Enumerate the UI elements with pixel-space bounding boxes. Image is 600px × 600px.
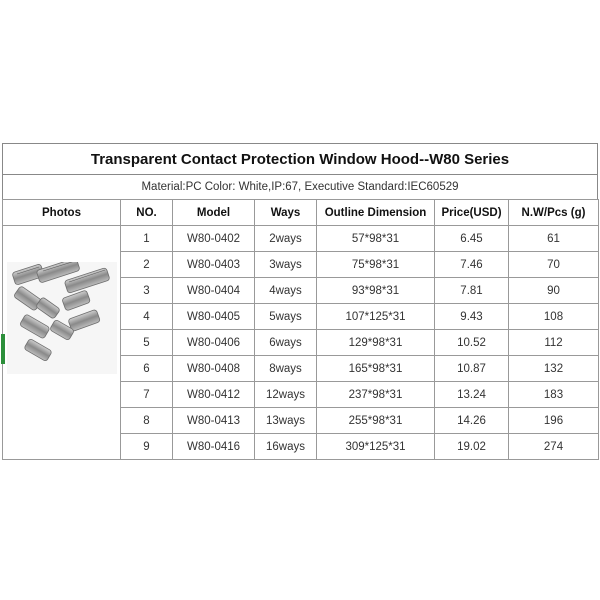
row-ways: 5ways xyxy=(255,304,317,330)
row-weight: 132 xyxy=(509,356,599,382)
header-outline-dimension: Outline Dimension xyxy=(317,200,435,226)
table-row xyxy=(3,226,599,252)
row-dimension: 57*98*31 xyxy=(317,226,435,252)
header-no: NO. xyxy=(121,200,173,226)
row-ways: 4ways xyxy=(255,278,317,304)
row-weight: 183 xyxy=(509,382,599,408)
row-model: W80-0412 xyxy=(173,382,255,408)
header-weight: N.W/Pcs (g) xyxy=(509,200,599,226)
row-dimension: 255*98*31 xyxy=(317,408,435,434)
row-dimension: 237*98*31 xyxy=(317,382,435,408)
header-ways: Ways xyxy=(255,200,317,226)
product-photo-icon xyxy=(7,262,117,374)
row-ways: 2ways xyxy=(255,226,317,252)
row-weight: 274 xyxy=(509,434,599,460)
row-no: 1 xyxy=(121,226,173,252)
header-photos: Photos xyxy=(3,200,121,226)
row-model: W80-0403 xyxy=(173,252,255,278)
row-no: 8 xyxy=(121,408,173,434)
sheet-subtitle: Material:PC Color: White,IP:67, Executive Standard:IEC60529 xyxy=(2,174,598,199)
row-model: W80-0408 xyxy=(173,356,255,382)
row-dimension: 93*98*31 xyxy=(317,278,435,304)
product-spec-sheet xyxy=(2,143,598,460)
row-ways: 13ways xyxy=(255,408,317,434)
row-no: 7 xyxy=(121,382,173,408)
row-weight: 90 xyxy=(509,278,599,304)
row-no: 9 xyxy=(121,434,173,460)
row-price: 6.45 xyxy=(435,226,509,252)
row-dimension: 129*98*31 xyxy=(317,330,435,356)
spec-table xyxy=(2,199,599,460)
row-ways: 16ways xyxy=(255,434,317,460)
row-ways: 6ways xyxy=(255,330,317,356)
row-price: 19.02 xyxy=(435,434,509,460)
row-price: 14.26 xyxy=(435,408,509,434)
row-weight: 196 xyxy=(509,408,599,434)
row-no: 6 xyxy=(121,356,173,382)
row-model: W80-0402 xyxy=(173,226,255,252)
row-no: 5 xyxy=(121,330,173,356)
row-dimension: 107*125*31 xyxy=(317,304,435,330)
row-model: W80-0405 xyxy=(173,304,255,330)
row-ways: 8ways xyxy=(255,356,317,382)
row-model: W80-0413 xyxy=(173,408,255,434)
row-model: W80-0406 xyxy=(173,330,255,356)
row-dimension: 75*98*31 xyxy=(317,252,435,278)
row-price: 13.24 xyxy=(435,382,509,408)
green-edge-mark xyxy=(1,334,5,364)
row-model: W80-0404 xyxy=(173,278,255,304)
row-price: 10.87 xyxy=(435,356,509,382)
row-dimension: 165*98*31 xyxy=(317,356,435,382)
row-dimension: 309*125*31 xyxy=(317,434,435,460)
row-no: 3 xyxy=(121,278,173,304)
row-model: W80-0416 xyxy=(173,434,255,460)
header-model: Model xyxy=(173,200,255,226)
table-body xyxy=(3,226,599,460)
row-weight: 112 xyxy=(509,330,599,356)
row-ways: 3ways xyxy=(255,252,317,278)
row-weight: 61 xyxy=(509,226,599,252)
sheet-title: Transparent Contact Protection Window Hood--W80 Series xyxy=(2,143,598,174)
row-ways: 12ways xyxy=(255,382,317,408)
header-price: Price(USD) xyxy=(435,200,509,226)
row-no: 4 xyxy=(121,304,173,330)
product-photo-cell xyxy=(3,226,121,460)
row-weight: 108 xyxy=(509,304,599,330)
row-price: 7.46 xyxy=(435,252,509,278)
row-price: 10.52 xyxy=(435,330,509,356)
table-header-row xyxy=(3,200,599,226)
row-price: 9.43 xyxy=(435,304,509,330)
row-price: 7.81 xyxy=(435,278,509,304)
row-weight: 70 xyxy=(509,252,599,278)
row-no: 2 xyxy=(121,252,173,278)
